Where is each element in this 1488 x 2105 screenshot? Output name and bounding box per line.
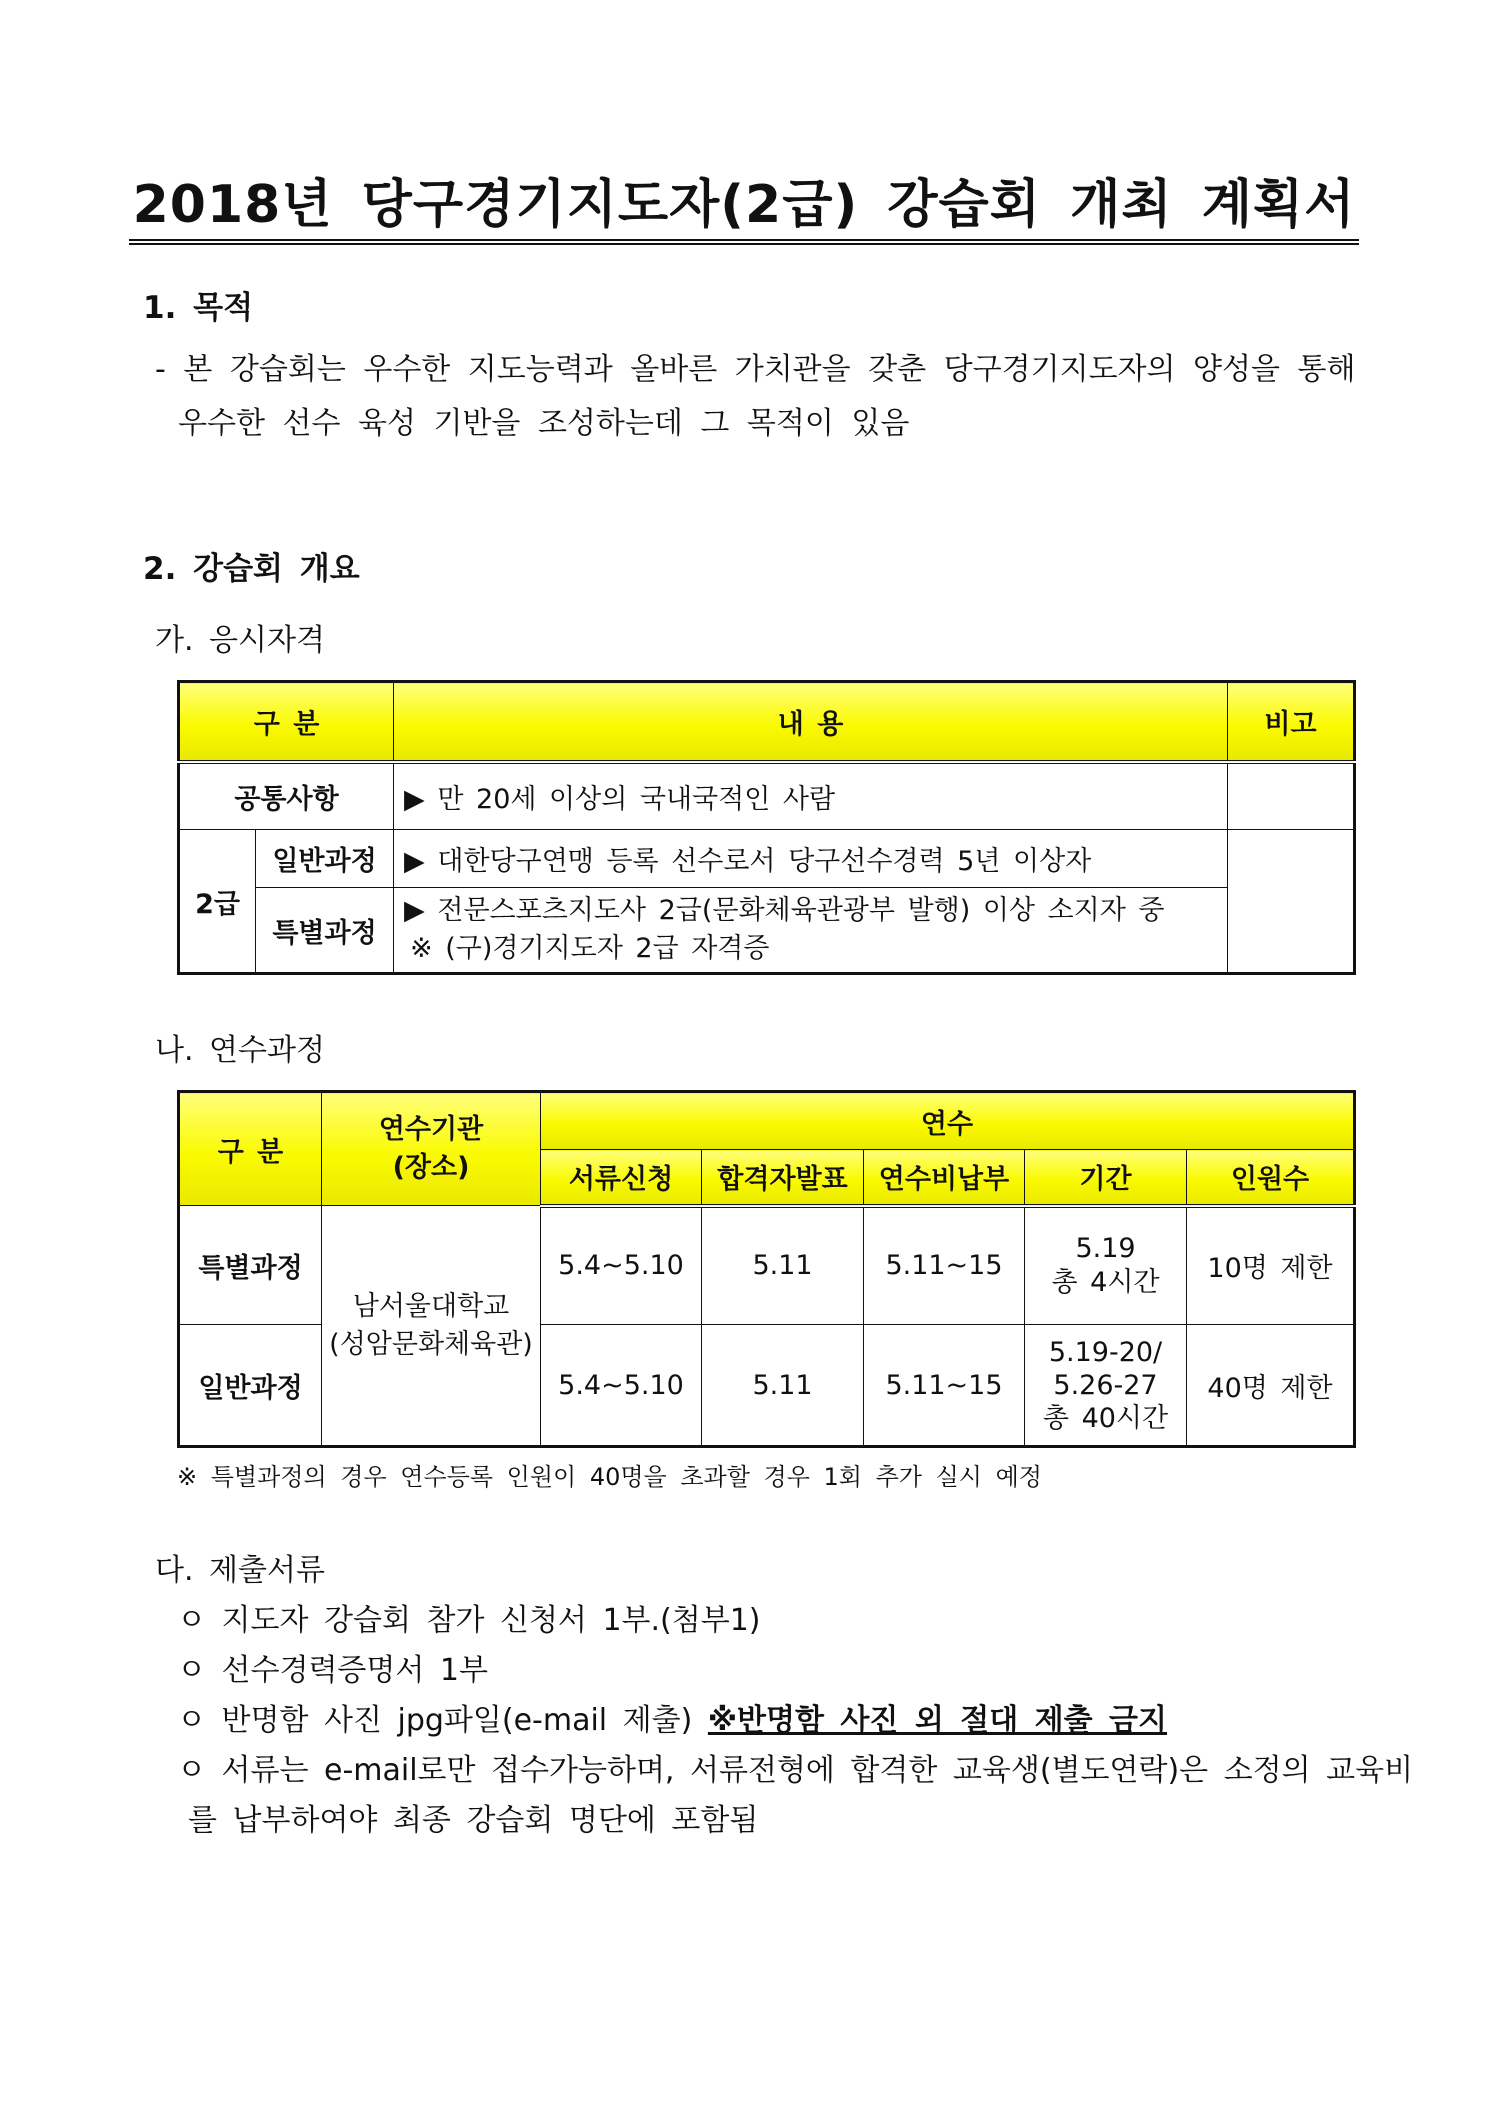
special-capacity: 10명 제한 (1187, 1206, 1355, 1325)
special-announce: 5.11 (702, 1206, 864, 1325)
col-payment: 연수비납부 (864, 1150, 1025, 1206)
special-content (394, 888, 1228, 974)
general-content: ▶ 대한당구연맹 등록 선수로서 당구선수경력 5년 이상자 (394, 830, 1228, 888)
general-period-line-3: 총 40시간 (1042, 1402, 1169, 1434)
grade-label: 2급 (179, 830, 256, 974)
training-header-category: 구 분 (179, 1092, 322, 1206)
common-label: 공통사항 (179, 762, 394, 830)
training-general-label: 일반과정 (179, 1325, 322, 1447)
header-remarks: 비고 (1228, 682, 1355, 762)
training-header-institution-line-1: 연수기관 (378, 1114, 484, 1145)
training-header-institution-line-2: (장소) (392, 1152, 470, 1183)
general-payment: 5.11~15 (864, 1325, 1025, 1447)
subsection-training: 나. 연수과정 (155, 1033, 325, 1068)
training-special-label: 특별과정 (179, 1206, 322, 1325)
subsection-documents: 다. 제출서류 (155, 1553, 325, 1588)
special-label: 특별과정 (256, 888, 394, 974)
purpose-line-2: 우수한 선수 육성 기반을 조성하는데 그 목적이 있음 (178, 406, 910, 441)
common-content: ▶ 만 20세 이상의 국내국적인 사람 (394, 762, 1228, 830)
col-apply: 서류신청 (541, 1150, 702, 1206)
general-announce: 5.11 (702, 1325, 864, 1447)
special-period (1025, 1206, 1187, 1325)
training-institution-line-1: 남서울대학교 (352, 1290, 510, 1322)
subsection-qualification: 가. 응시자격 (155, 623, 325, 658)
document-item-2: ㅇ 선수경력증명서 1부 (177, 1653, 488, 1688)
training-header-row-1 (179, 1092, 1355, 1150)
general-period-line-2: 5.26-27 (1053, 1369, 1158, 1401)
training-row-special (179, 1206, 1355, 1325)
special-content-line-1: ▶ 전문스포츠지도사 2급(문화체육관광부 발행) 이상 소지자 중 (404, 895, 1165, 926)
qualification-row-common (179, 762, 1355, 830)
general-capacity: 40명 제한 (1187, 1325, 1355, 1447)
qualification-header-row (179, 682, 1355, 762)
general-label: 일반과정 (256, 830, 394, 888)
header-content: 내 용 (394, 682, 1228, 762)
col-announce: 합격자발표 (702, 1150, 864, 1206)
special-apply: 5.4~5.10 (541, 1206, 702, 1325)
special-period-line-1: 5.19 (1075, 1232, 1136, 1264)
training-header-institution (322, 1092, 541, 1206)
general-period (1025, 1325, 1187, 1447)
document-item-3 (177, 1696, 1167, 1746)
document-item-3-text: ㅇ 반명함 사진 jpg파일(e-mail 제출) (177, 1703, 708, 1738)
training-note: ※ 특별과정의 경우 연수등록 인원이 40명을 초과할 경우 1회 추가 실시 예정 (177, 1463, 1042, 1491)
purpose-line-1: - 본 강습회는 우수한 지도능력과 올바른 가치관을 갖춘 당구경기지도자의 양성을 통해 (155, 352, 1356, 387)
qualification-row-special (179, 888, 1355, 974)
general-apply: 5.4~5.10 (541, 1325, 702, 1447)
training-institution (322, 1206, 541, 1447)
special-payment: 5.11~15 (864, 1206, 1025, 1325)
document-title-text: 2018년 당구경기지도자(2급) 강습회 개최 계획서 (129, 162, 1360, 245)
col-period: 기간 (1025, 1150, 1187, 1206)
common-remarks (1228, 762, 1355, 830)
qualification-row-general (179, 830, 1355, 888)
grade-remarks (1228, 830, 1355, 974)
section-2-heading: 2. 강습회 개요 (143, 551, 360, 587)
document-item-1: ㅇ 지도자 강습회 참가 신청서 1부.(첨부1) (177, 1603, 761, 1638)
col-capacity: 인원수 (1187, 1150, 1355, 1206)
qualification-table (177, 680, 1356, 975)
document-item-4-line-1: ㅇ 서류는 e-mail로만 접수가능하며, 서류전형에 합격한 교육생(별도연락)은 소정의 교육비 (177, 1753, 1414, 1788)
special-content-line-2: ※ (구)경기지도자 2급 자격증 (410, 933, 770, 964)
document-title (0, 162, 1488, 245)
general-period-line-1: 5.19-20/ (1048, 1336, 1163, 1368)
header-category: 구 분 (179, 682, 394, 762)
section-1-heading: 1. 목적 (143, 290, 254, 326)
special-period-line-2: 총 4시간 (1051, 1266, 1160, 1298)
training-table (177, 1090, 1356, 1448)
training-header-group: 연수 (541, 1092, 1355, 1150)
training-institution-line-2: (성암문화체육관) (329, 1328, 533, 1360)
document-item-4-line-2: 를 납부하여야 최종 강습회 명단에 포함됨 (188, 1803, 759, 1838)
photo-warning: ※반명함 사진 외 절대 제출 금지 (707, 1703, 1168, 1738)
